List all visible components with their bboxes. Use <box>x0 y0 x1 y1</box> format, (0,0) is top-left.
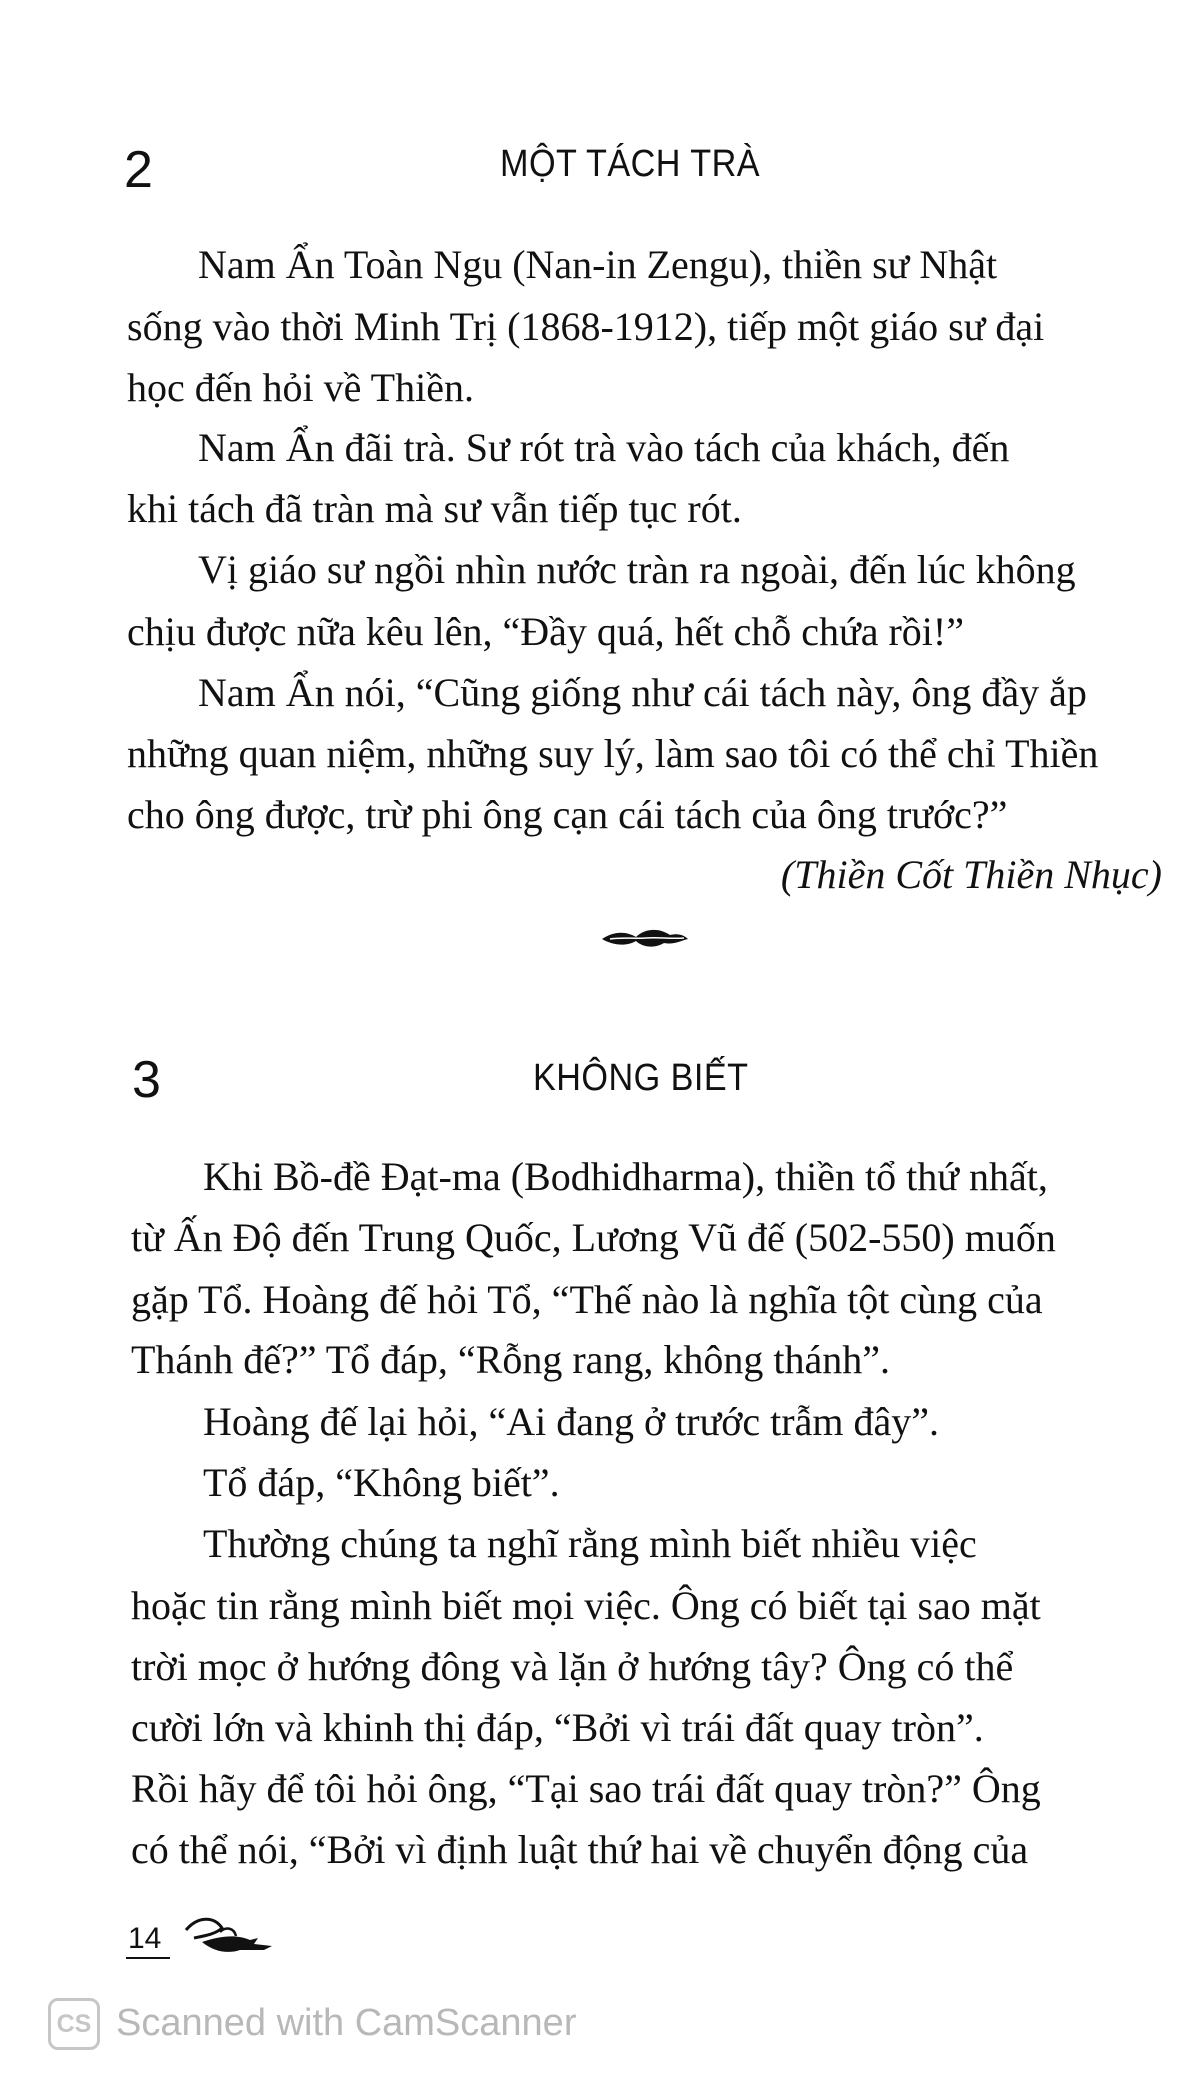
scanner-watermark: Scanned with CamScanner <box>116 2002 577 2044</box>
section-3-line-12: có thể nói, “Bởi vì định luật thứ hai về chuyển động của <box>131 1827 1029 1872</box>
page-number: 14 <box>128 1922 162 1955</box>
section-3-line-7: Thường chúng ta nghĩ rằng mình biết nhiều việc <box>203 1521 977 1566</box>
section-2-line-4: Nam Ẩn đãi trà. Sư rót trà vào tách của khách, đến <box>198 425 1010 470</box>
section-2-line-5: khi tách đã tràn mà sư vẫn tiếp tục rót. <box>127 486 742 531</box>
section-3-line-3: gặp Tổ. Hoàng đế hỏi Tổ, “Thế nào là nghĩa tột cùng của <box>131 1277 1043 1322</box>
section-2-title: MỘT TÁCH TRÀ <box>500 143 761 185</box>
page-number-underline <box>126 1957 170 1959</box>
section-2-source: (Thiền Cốt Thiền Nhục) <box>780 852 1162 897</box>
section-2-line-6: Vị giáo sư ngồi nhìn nước tràn ra ngoài, đến lúc không <box>198 547 1076 592</box>
section-2-line-9: những quan niệm, những suy lý, làm sao tôi có thể chỉ Thiền <box>127 731 1099 776</box>
section-3-line-2: từ Ấn Độ đến Trung Quốc, Lương Vũ đế (502-550) muốn <box>131 1215 1056 1260</box>
section-3-line-9: trời mọc ở hướng đông và lặn ở hướng tây? Ông có thể <box>131 1644 1014 1689</box>
section-3-line-10: cười lớn và khinh thị đáp, “Bởi vì trái đất quay tròn”. <box>131 1705 984 1750</box>
section-3-line-4: Thánh đế?” Tổ đáp, “Rỗng rang, không thánh”. <box>131 1337 891 1382</box>
section-3-title: KHÔNG BIẾT <box>533 1057 749 1099</box>
section-2-line-1: Nam Ẩn Toàn Ngu (Nan-in Zengu), thiền sư Nhật <box>198 242 998 287</box>
section-3-line-11: Rồi hãy để tôi hỏi ông, “Tại sao trái đất quay tròn?” Ông <box>131 1766 1041 1811</box>
section-2-number: 2 <box>124 141 153 199</box>
section-3-line-6: Tổ đáp, “Không biết”. <box>203 1460 560 1505</box>
section-3-line-8: hoặc tin rằng mình biết mọi việc. Ông có biết tại sao mặt <box>131 1583 1041 1628</box>
section-3-line-5: Hoàng đế lại hỏi, “Ai đang ở trước trẫm đây”. <box>203 1399 939 1444</box>
page-flourish-icon <box>180 1912 280 1956</box>
section-2-line-7: chịu được nữa kêu lên, “Đầy quá, hết chỗ chứa rồi!” <box>127 609 964 654</box>
section-3-number: 3 <box>132 1051 161 1109</box>
section-2-line-3: học đến hỏi về Thiền. <box>127 365 474 410</box>
section-2-line-2: sống vào thời Minh Trị (1868-1912), tiếp một giáo sư đại <box>127 304 1045 349</box>
section-2-line-10: cho ông được, trừ phi ông cạn cái tách của ông trước?” <box>127 792 1008 837</box>
leaf-ornament-icon <box>600 925 690 951</box>
section-3-line-1: Khi Bồ-đề Đạt-ma (Bodhidharma), thiền tổ thứ nhất, <box>203 1154 1048 1199</box>
section-2-line-8: Nam Ẩn nói, “Cũng giống như cái tách này, ông đầy ắp <box>198 670 1087 715</box>
camscanner-logo-icon: CS <box>48 1998 100 2050</box>
